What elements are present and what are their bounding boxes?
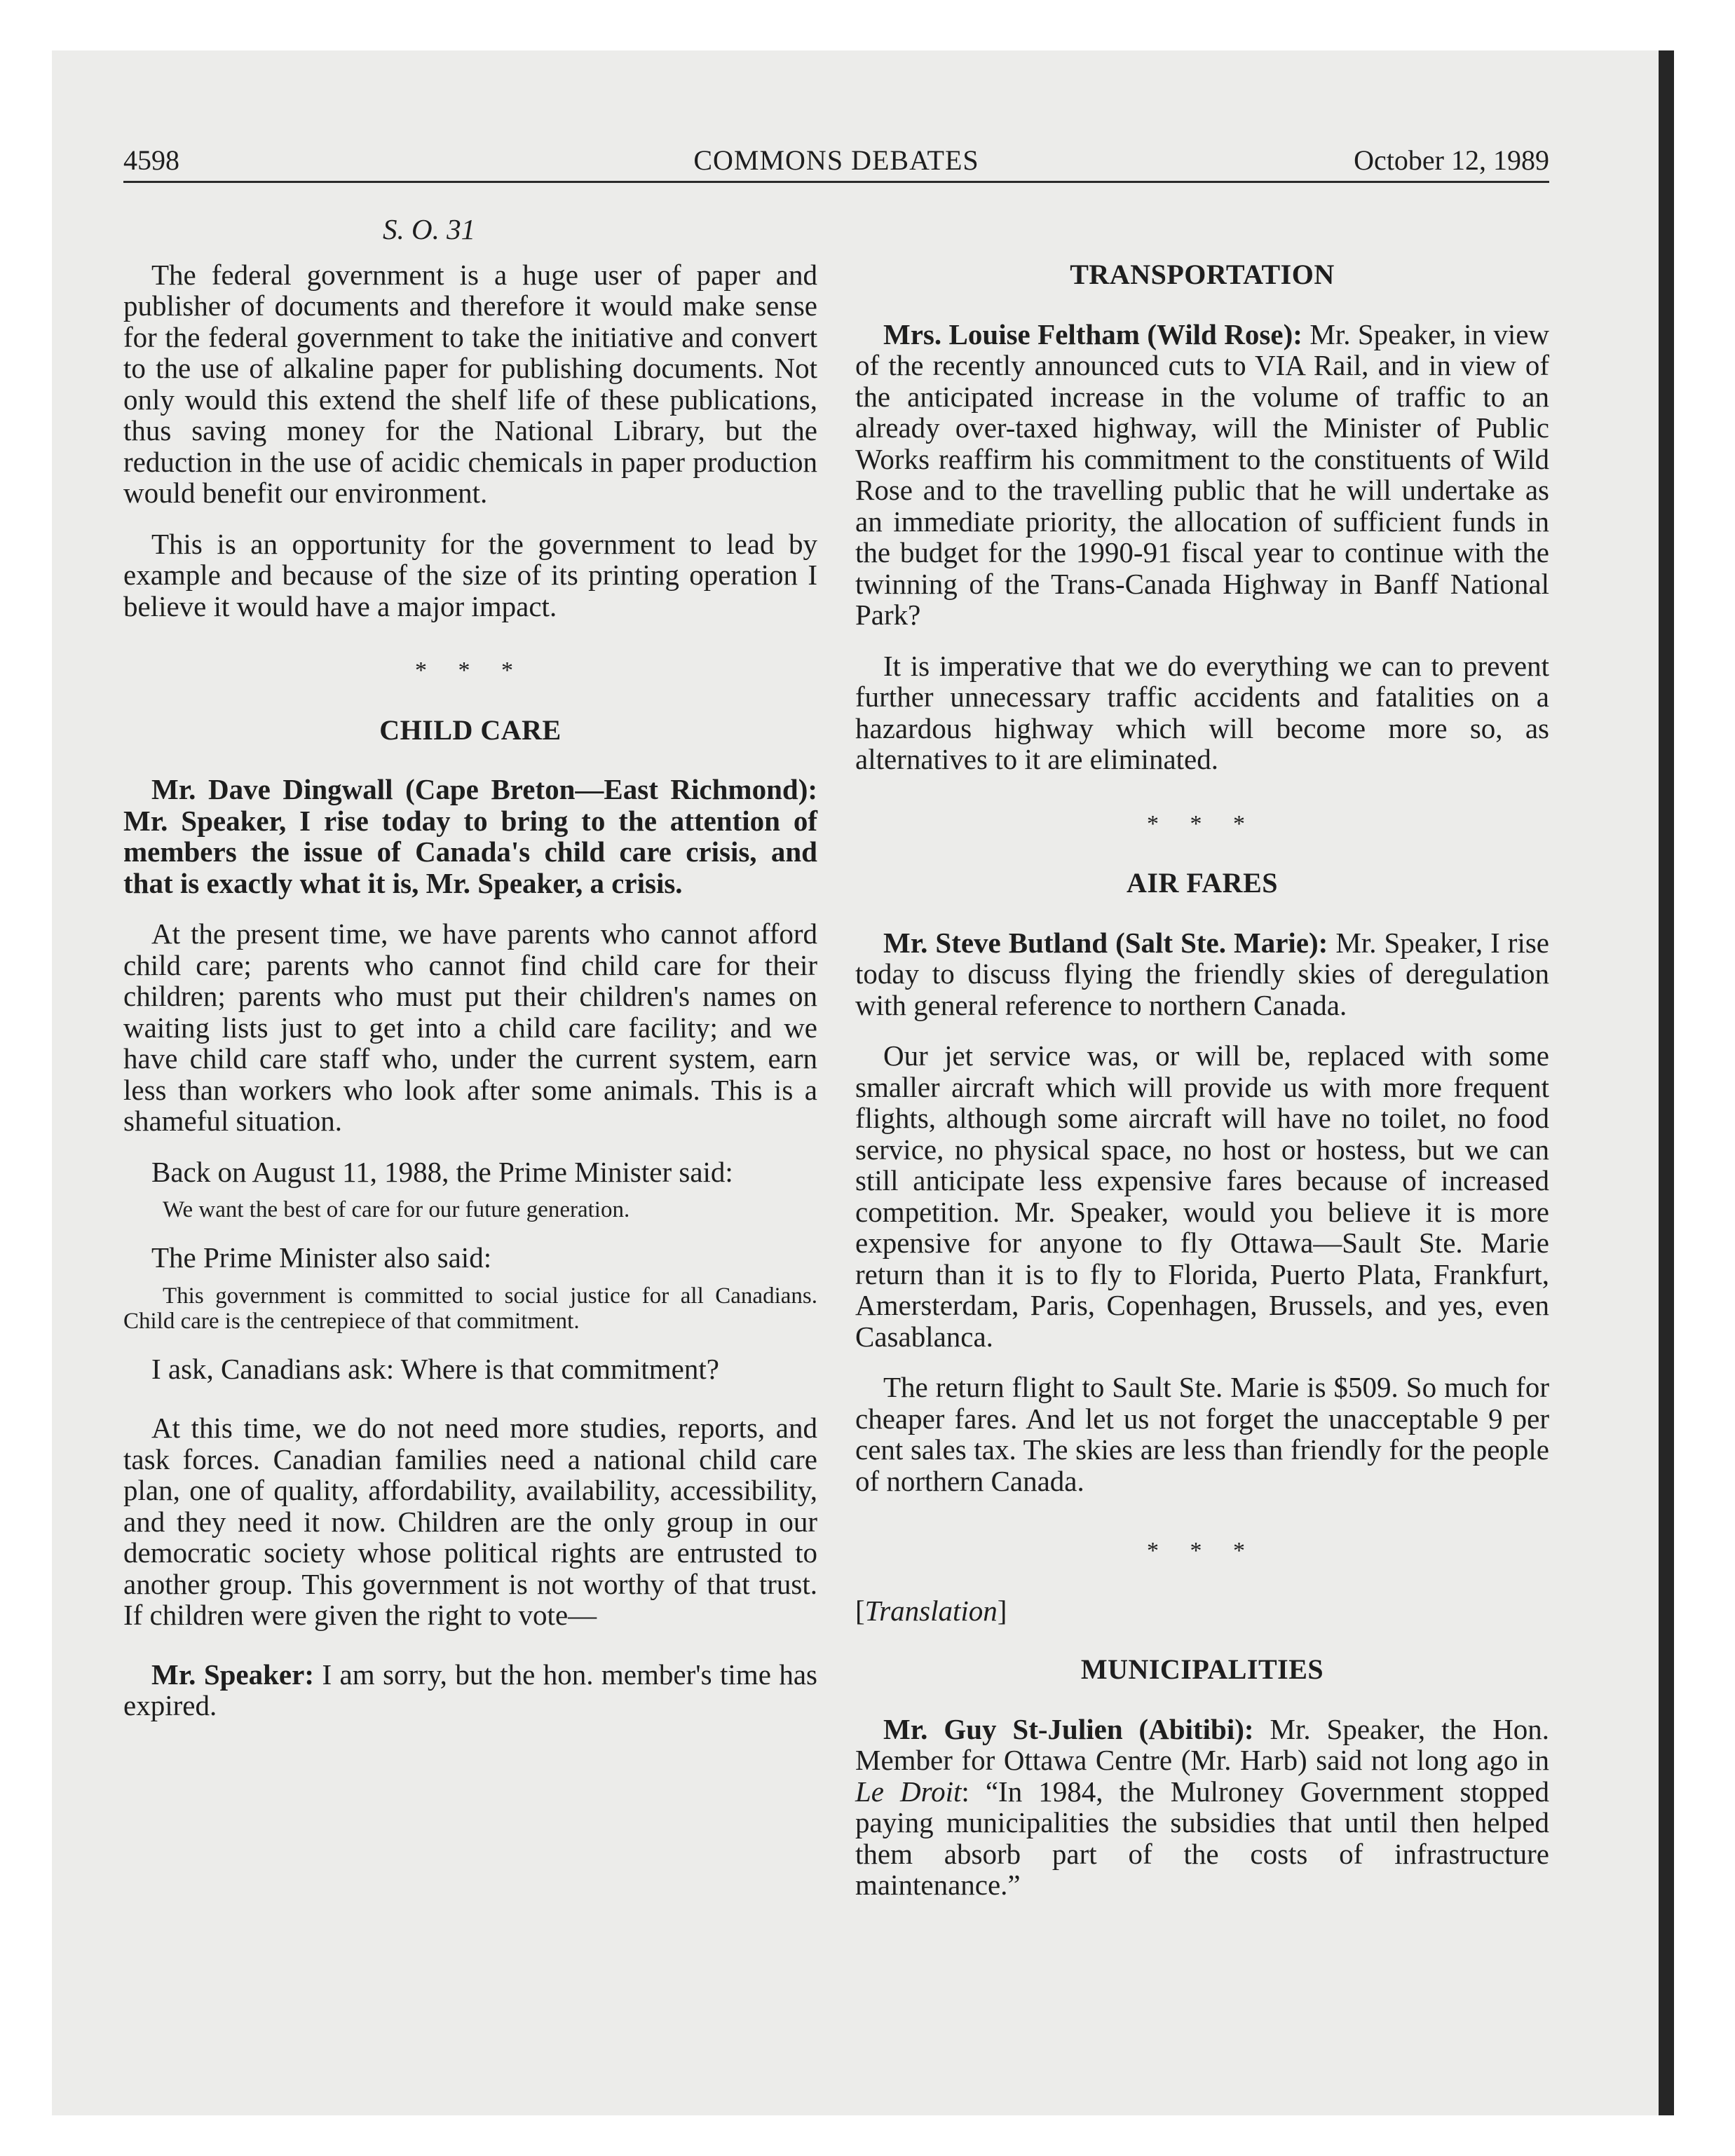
speaker-paragraph xyxy=(855,927,1549,1021)
paragraph: At this time, we do not need more studies, reports, and task forces. Canadian families need a national child care plan, one of quality, affordability, availability, accessibility, and they need it now. Children are the only group in our democratic society whose political rights are entrusted to another group. This government is not worthy of that trust. If children were given the right to vote— xyxy=(123,1412,817,1631)
statement-text: : “In 1984, the Mulroney Government stopped paying municipalities the subsidies that until then helped them absorb part of the costs of infrastructure maintenance.” xyxy=(855,1775,1550,1901)
section-separator: * * * xyxy=(415,657,526,683)
paragraph: I ask, Canadians ask: Where is that commitment? xyxy=(151,1352,719,1385)
header-date: October 12, 1989 xyxy=(1354,144,1549,176)
speaker-paragraph xyxy=(855,1714,1549,1901)
document-page xyxy=(123,140,1549,2089)
quotation: This government is committed to social justice for all Canadians. Child care is the centrepiece of that commitment. xyxy=(123,1283,817,1334)
paragraph: Our jet service was, or will be, replaced with some smaller aircraft which will provide us with more frequent flights, although some aircraft will have no toilet, no food service, no physical space, no host or hostess, but we can still anticipate less expensive fares because of increased competition. Mr. Speaker, would you believe it is more expensive for anyone to fly Ottawa—Sault Ste. Marie return than it is to fly to Florida, Puerto Plata, Frankfurt, Amersterdam, Paris, Copenhagen, Brussels, and yes, even Casablanca. xyxy=(855,1039,1549,1353)
publication-title: COMMONS DEBATES xyxy=(693,144,979,176)
paragraph: Back on August 11, 1988, the Prime Minister said: xyxy=(151,1155,733,1188)
section-separator: * * * xyxy=(1147,810,1258,837)
book-spine-shadow xyxy=(1659,50,1674,2115)
statement-intro xyxy=(123,774,817,899)
statement-text: Mr. Speaker, in view of the recently announced cuts to VIA Rail, and in view of the anticipated increase in the volume of traffic to an already over-taxed highway, will the Minister of Public Works reaffirm his commitment to the constituents of Wild Rose and to the travelling public that he will undertake as an immediate priority, the allocation of sufficient funds in the budget for the 1990-91 fiscal year to continue with the twinning of the Trans-Canada Highway in Banff National Park? xyxy=(855,318,1550,631)
statement-text: Mr. Speaker, I rise today to discuss flying the friendly skies of deregulation with general reference to northern Canada. xyxy=(855,926,1550,1021)
page-number: 4598 xyxy=(123,144,179,176)
paragraph: The federal government is a huge user of paper and publisher of documents and therefore it would make sense for the federal government to take the initiative and convert to the use of alkaline paper for publishing documents. Not only would this extend the shelf life of these publications, thus saving money for the National Library, but the reduction in the use of acidic chemicals in paper production would benefit our environment. xyxy=(123,258,817,509)
paragraph: This is an opportunity for the government to lead by example and because of the size of its printing operation I believe it would have a major impact. xyxy=(123,527,817,622)
speaker-name: Mr. Steve Butland (Salt Ste. Marie): xyxy=(883,926,1328,959)
speaker-name: Mrs. Louise Feltham (Wild Rose): xyxy=(883,318,1302,350)
left-column xyxy=(123,214,817,1721)
statement-text: Mr. Speaker, the Hon. Member for Ottawa Centre (Mr. Harb) said not long ago in xyxy=(855,1712,1549,1776)
paragraph: The return flight to Sault Ste. Marie is $509. So much for cheaper fares. And let us not forget the unacceptable 9 per cent sales tax. The skies are less than friendly for the people of northern Canada. xyxy=(855,1371,1549,1497)
statement-text: Mr. Speaker, I rise today to bring to the attention of members the issue of Canada's child care crisis, and that is exactly what it is, Mr. Speaker, a crisis. xyxy=(123,804,817,899)
speaker-name: Mr. Dave Dingwall (Cape Breton—East Richmond): xyxy=(151,773,817,805)
speaker-name: Mr. Guy St-Julien (Abitibi): xyxy=(883,1712,1254,1745)
section-heading-child-care: CHILD CARE xyxy=(379,714,562,746)
paragraph: The Prime Minister also said: xyxy=(151,1241,492,1274)
right-column xyxy=(855,259,1549,1901)
page-header xyxy=(123,140,1549,183)
quotation: We want the best of care for our future generation. xyxy=(163,1197,630,1222)
standing-order-label: S. O. 31 xyxy=(383,213,476,245)
speaker-paragraph xyxy=(855,319,1549,631)
translation-marker: [Translation] xyxy=(855,1594,1007,1627)
paragraph: It is imperative that we do everything we can to prevent further unnecessary traffic accidents and fatalities on a hazardous highway which will become more so, as alternatives to it are eliminated. xyxy=(855,649,1549,775)
speaker-name: Mr. Speaker: xyxy=(151,1658,314,1691)
section-heading-municipalities: MUNICIPALITIES xyxy=(1080,1653,1324,1685)
paragraph: At the present time, we have parents who cannot afford child care; parents who cannot find child care for their children; parents who must put their children's names on waiting lists just to get into a child care facility; and we have child care staff who, under the current system, earn less than workers who look after some animals. This is a shameful situation. xyxy=(123,917,817,1137)
section-heading-transportation: TRANSPORTATION xyxy=(1070,259,1335,290)
section-heading-air-fares: AIR FARES xyxy=(1126,867,1278,899)
speaker-paragraph xyxy=(123,1659,817,1721)
section-separator: * * * xyxy=(1147,1538,1258,1564)
statement-text: I am sorry, but the hon. member's time has expired. xyxy=(123,1658,817,1721)
translation-label: Translation xyxy=(864,1594,998,1627)
newspaper-title: Le Droit xyxy=(855,1775,962,1808)
